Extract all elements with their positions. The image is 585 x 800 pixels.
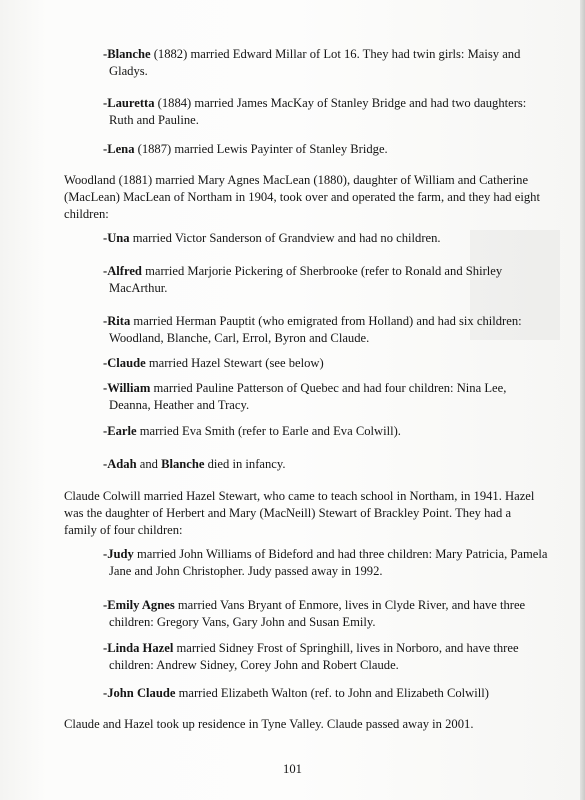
list-item: -Linda Hazel married Sidney Frost of Springhill, lives in Norboro, and have three children: Andrew Sidney, Corey John and Robert Claude.	[103, 641, 519, 672]
closing-paragraph: Claude and Hazel took up residence in Tyne Valley. Claude passed away in 2001.	[64, 717, 474, 731]
list-item: -Earle married Eva Smith (refer to Earle and Eva Colwill).	[103, 424, 401, 438]
list-item: -Blanche (1882) married Edward Millar of Lot 16. They had twin girls: Maisy and Gladys.	[103, 47, 521, 78]
list-item: -Judy married John Williams of Bideford and had three children: Mary Patricia, Pamela Jane and John Christopher. Judy passed away in 1992.	[103, 547, 548, 578]
list-item: -Lauretta (1884) married James MacKay of Stanley Bridge and had two daughters: Ruth and Pauline.	[103, 96, 527, 127]
list-item: -Lena (1887) married Lewis Payinter of Stanley Bridge.	[103, 142, 388, 156]
list-item: -Rita married Herman Pauptit (who emigrated from Holland) and had six children: Woodland, Blanche, Carl, Errol, Byron and Claude.	[103, 314, 522, 345]
list-item: -Adah and Blanche died in infancy.	[103, 457, 286, 471]
list-item: -William married Pauline Patterson of Quebec and had four children: Nina Lee, Deanna, Heather and Tracy.	[103, 381, 507, 412]
list-item: -Claude married Hazel Stewart (see below)	[103, 356, 324, 370]
list-item: -Una married Victor Sanderson of Grandview and had no children.	[103, 231, 441, 245]
list-item: -Emily Agnes married Vans Bryant of Enmore, lives in Clyde River, and have three children: Gregory Vans, Gary John and Susan Emily.	[103, 598, 526, 629]
list-item: -Alfred married Marjorie Pickering of Sherbrooke (refer to Ronald and Shirley MacArthur.	[103, 264, 503, 295]
claude-paragraph: Claude Colwill married Hazel Stewart, who came to teach school in Northam, in 1941. Hazel was the daughter of Herbert and Mary (MacNeill) Stewart of Brackley Point. They had a family of four children:	[64, 489, 535, 537]
list-item: -John Claude married Elizabeth Walton (ref. to John and Elizabeth Colwill)	[103, 686, 489, 700]
page-number: 101	[283, 762, 302, 776]
page-edge	[580, 0, 585, 800]
woodland-paragraph: Woodland (1881) married Mary Agnes MacLean (1880), daughter of William and Catherine (MacLean) MacLean of Northam in 1904, took over and operated the farm, and they had eight children:	[64, 173, 540, 221]
